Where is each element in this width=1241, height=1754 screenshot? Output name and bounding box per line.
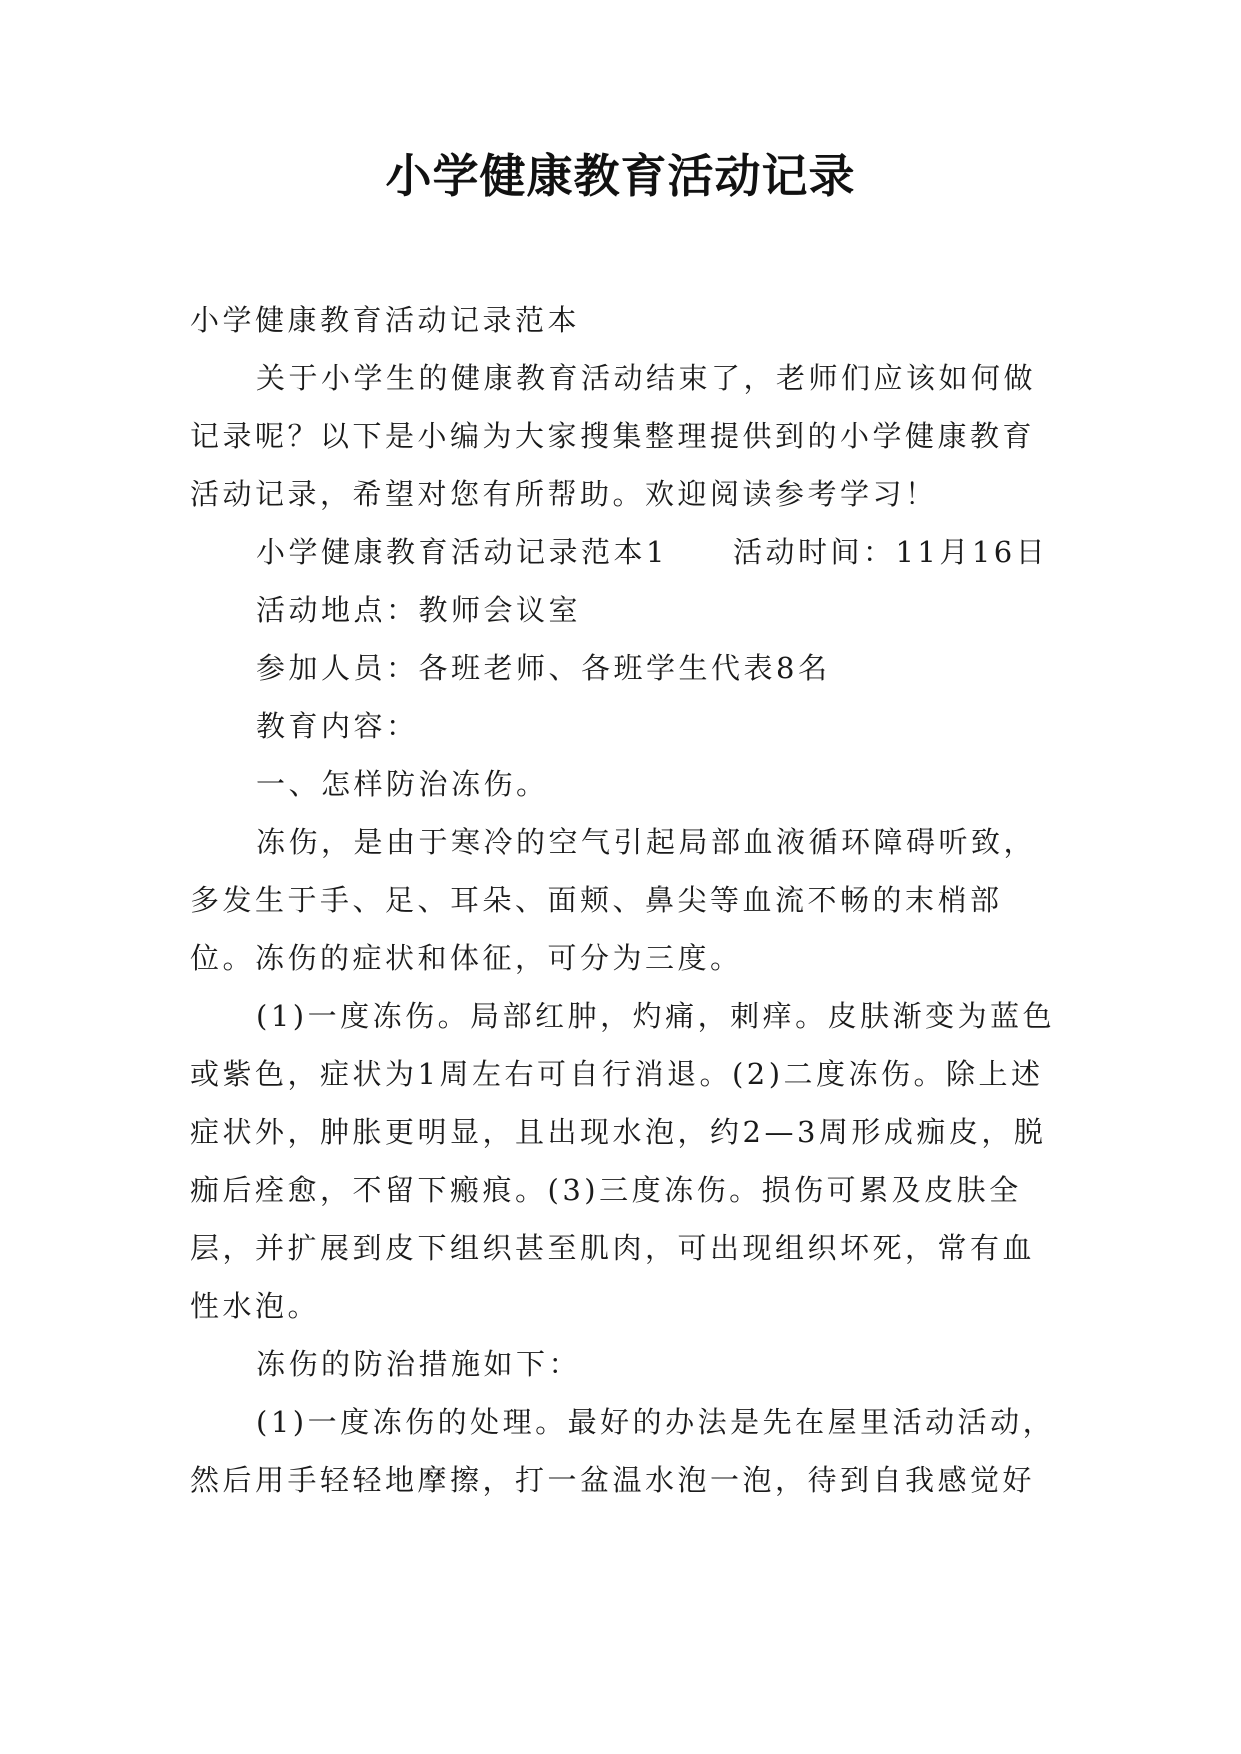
section-heading-frostbite: 一、怎样防治冻伤。 xyxy=(256,767,549,801)
prevention-heading: 冻伤的防治措施如下： xyxy=(256,1347,582,1381)
activity-location-paragraph: 活动地点：教师会议室 xyxy=(256,593,582,627)
frostbite-description-paragraph: 冻伤，是由于寒冷的空气引起局部血液循环障碍听致，多发生于手、足、耳朵、面颊、鼻尖等血流不畅的末梢部位。冻伤的症状和体征，可分为三度。 xyxy=(190,825,1037,975)
document-title: 小学健康教育活动记录 xyxy=(385,149,856,203)
content-heading: 教育内容： xyxy=(256,709,419,743)
intro-paragraph: 关于小学生的健康教育活动结束了，老师们应该如何做记录呢？以下是小编为大家搜集整理提供到的小学健康教育活动记录，希望对您有所帮助。欢迎阅读参考学习！ xyxy=(190,361,1037,511)
document-body xyxy=(190,291,1056,1509)
activity-time-paragraph: 小学健康教育活动记录范本1 活动时间：11月16日 xyxy=(256,535,1049,569)
participants-paragraph: 参加人员：各班老师、各班学生代表8名 xyxy=(256,651,831,685)
subtitle-paragraph: 小学健康教育活动记录范本 xyxy=(190,303,581,337)
first-degree-treatment-paragraph: (1)一度冻伤的处理。最好的办法是先在屋里活动活动，然后用手轻轻地摩擦，打一盆温水泡一泡，待到自我感觉好 xyxy=(190,1405,1056,1497)
frostbite-degrees-paragraph: (1)一度冻伤。局部红肿，灼痛，刺痒。皮肤渐变为蓝色或紫色，症状为1周左右可自行消退。(2)二度冻伤。除上述症状外，肿胀更明显，且出现水泡，约2—3周形成痂皮，脱痂后痊愈，不留下瘢痕。(3)三度冻伤。损伤可累及皮肤全层，并扩展到皮下组织甚至肌肉，可出现组织坏死，常有血性水泡。 xyxy=(190,999,1056,1323)
